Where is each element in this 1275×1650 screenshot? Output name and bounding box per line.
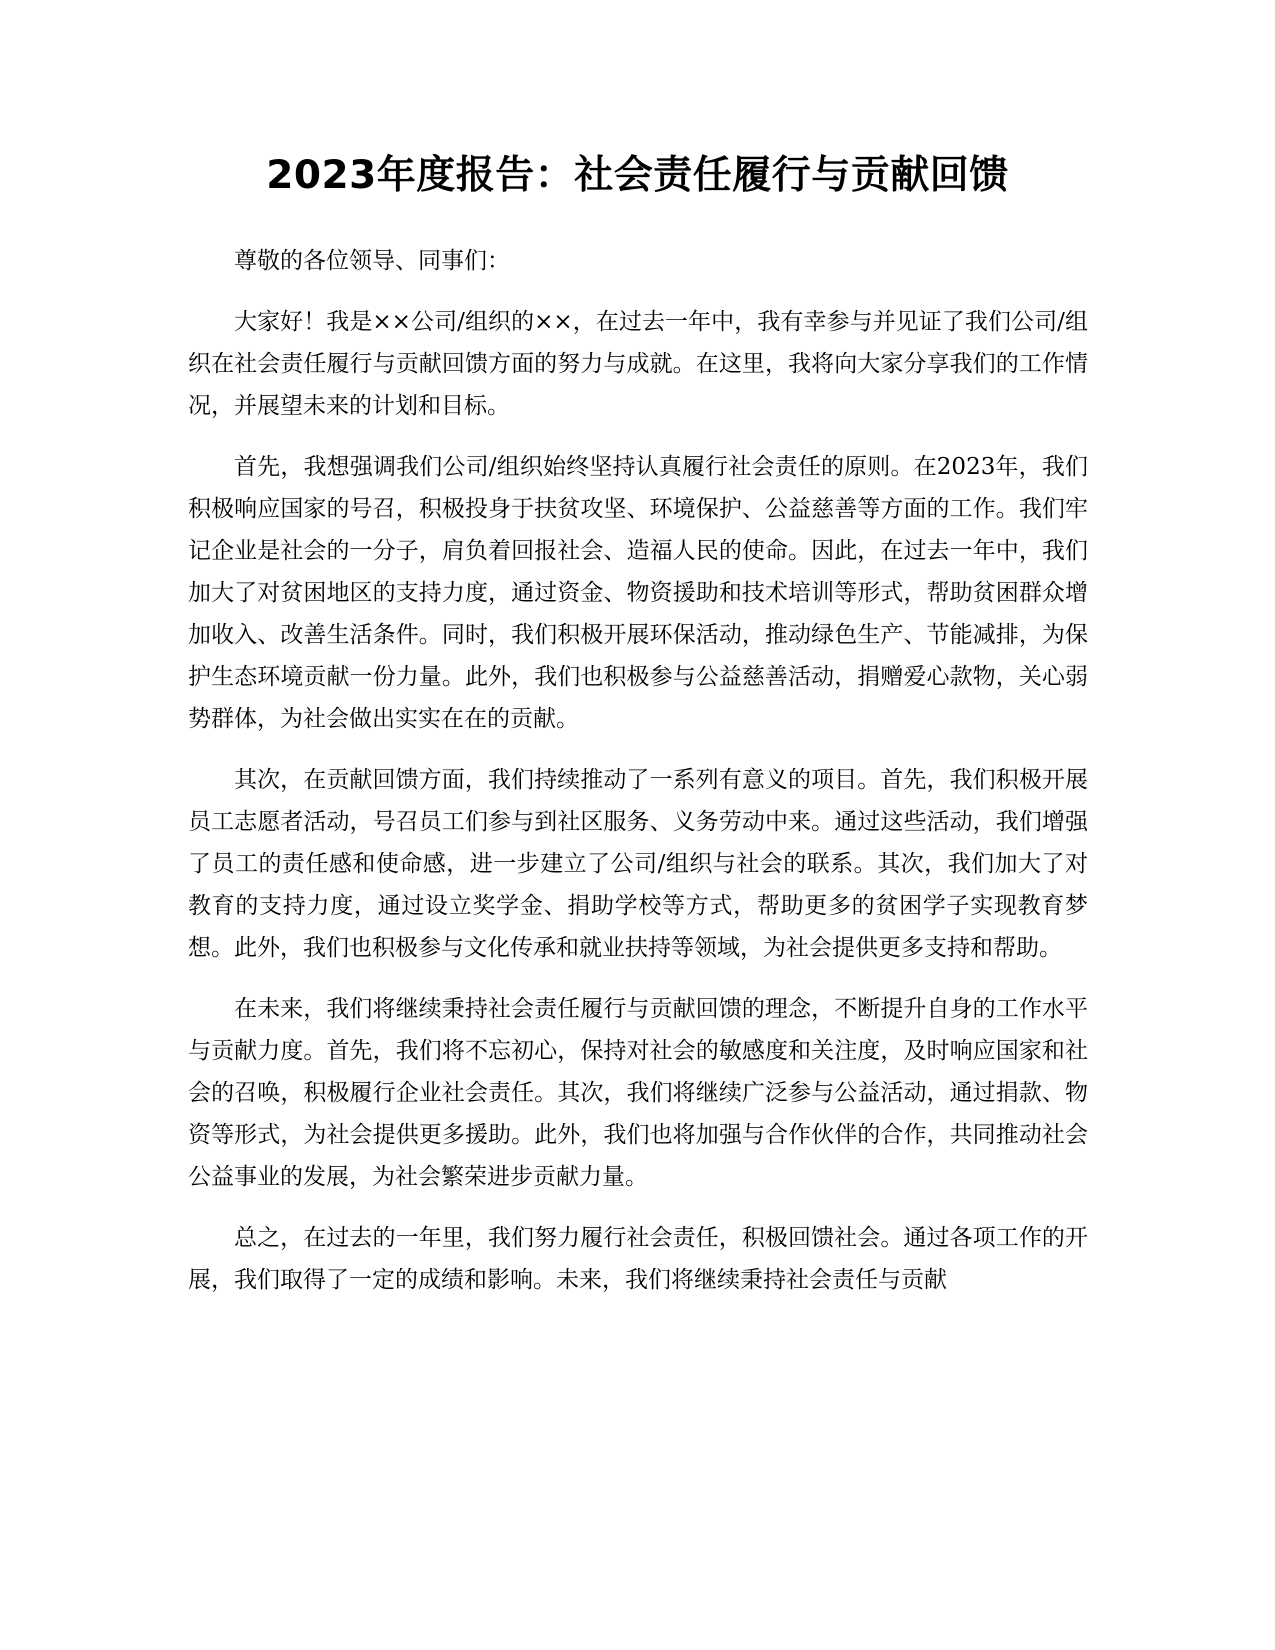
document-title: 2023年度报告：社会责任履行与贡献回馈 xyxy=(266,153,1009,198)
paragraph-summary: 总之，在过去的一年里，我们努力履行社会责任，积极回馈社会。通过各项工作的开展，我们取得了一定的成绩和影响。未来，我们将继续秉持社会责任与贡献 xyxy=(188,1225,1088,1293)
paragraph-intro: 大家好！我是××公司/组织的××，在过去一年中，我有幸参与并见证了我们公司/组织在社会责任履行与贡献回馈方面的努力与成就。在这里，我将向大家分享我们的工作情况，并展望未来的计划和目标。 xyxy=(188,309,1088,419)
document-body xyxy=(188,240,1088,1320)
paragraph-future: 在未来，我们将继续秉持社会责任履行与贡献回馈的理念，不断提升自身的工作水平与贡献力度。首先，我们将不忘初心，保持对社会的敏感度和关注度，及时响应国家和社会的召唤，积极履行企业社会责任。其次，我们将继续广泛参与公益活动，通过捐款、物资等形式，为社会提供更多援助。此外，我们也将加强与合作伙伴的合作，共同推动社会公益事业的发展，为社会繁荣进步贡献力量。 xyxy=(188,996,1088,1190)
paragraph-contribution: 其次，在贡献回馈方面，我们持续推动了一系列有意义的项目。首先，我们积极开展员工志愿者活动，号召员工们参与到社区服务、义务劳动中来。通过这些活动，我们增强了员工的责任感和使命感，进一步建立了公司/组织与社会的联系。其次，我们加大了对教育的支持力度，通过设立奖学金、捐助学校等方式，帮助更多的贫困学子实现教育梦想。此外，我们也积极参与文化传承和就业扶持等领域，为社会提供更多支持和帮助。 xyxy=(188,767,1088,961)
paragraph-social-responsibility: 首先，我想强调我们公司/组织始终坚持认真履行社会责任的原则。在2023年，我们积极响应国家的号召，积极投身于扶贫攻坚、环境保护、公益慈善等方面的工作。我们牢记企业是社会的一分子，肩负着回报社会、造福人民的使命。因此，在过去一年中，我们加大了对贫困地区的支持力度，通过资金、物资援助和技术培训等形式，帮助贫困群众增加收入、改善生活条件。同时，我们积极开展环保活动，推动绿色生产、节能减排，为保护生态环境贡献一份力量。此外，我们也积极参与公益慈善活动，捐赠爱心款物，关心弱势群体，为社会做出实实在在的贡献。 xyxy=(188,454,1088,732)
greeting: 尊敬的各位领导、同事们： xyxy=(234,248,510,274)
